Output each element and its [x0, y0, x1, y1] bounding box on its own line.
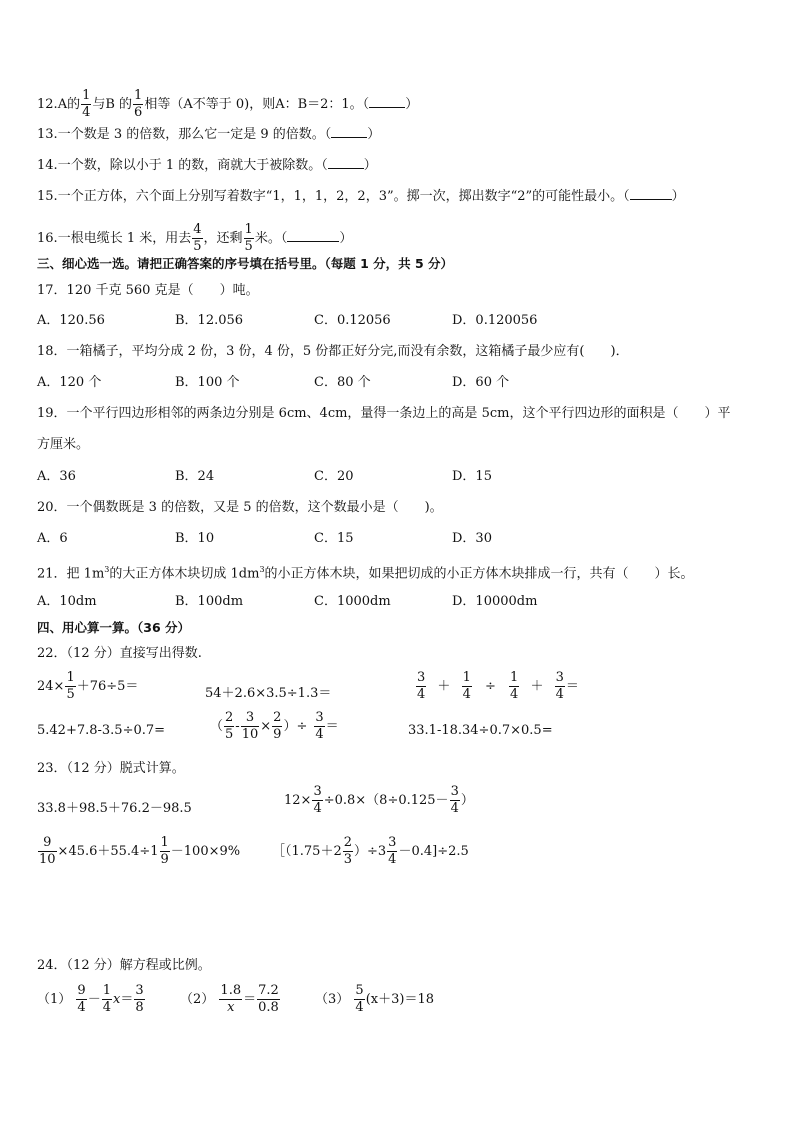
option-c[interactable]: C．15	[314, 531, 354, 546]
fraction: $\frac{1}{9}$	[160, 835, 169, 867]
option-c[interactable]: C．1000dm	[314, 594, 391, 609]
option-c[interactable]: C．80 个	[314, 375, 371, 390]
fraction: $\frac{1.8}{x}$	[220, 983, 242, 1015]
answer-blank[interactable]	[328, 156, 364, 169]
answer-blank[interactable]	[287, 229, 339, 242]
question-14: 14.一个数，除以小于 1 的数，商就大于被除数。（ ）	[37, 158, 377, 173]
option-d[interactable]: D．10000dm	[452, 594, 538, 609]
fraction: $\frac{1}{4}$	[510, 670, 519, 702]
option-d[interactable]: D．15	[452, 469, 492, 484]
calc-22-d: 5.42+7.8-3.5÷0.7=	[37, 723, 166, 738]
equation-2: （2） $\frac{1.8}{x}=$ $\frac{7.2}{0.8}$	[180, 983, 279, 1015]
fraction: $\frac{1}{6}$	[134, 88, 143, 120]
question-22: 22．（12 分）直接写出得数.	[37, 646, 202, 661]
equation-3: （3） $\frac{5}{4}$ (x＋3)＝18	[315, 983, 434, 1015]
fraction: $\frac{1}{4}$	[462, 670, 471, 702]
option-c[interactable]: C．20	[314, 469, 354, 484]
equation-1: （1） $\frac{9}{4}$ － $\frac{1}{4}$ x＝ $\frac{3}{8}$	[37, 983, 144, 1015]
fraction: $\frac{3}{4}$	[315, 710, 324, 742]
option-c[interactable]: C．0.12056	[314, 313, 391, 328]
calc-22-e: （ $\frac{2}{5}$ - $\frac{3}{10}$ × $\frac{2}{9}$ ）÷ $\frac{3}{4}$ ＝	[210, 710, 339, 742]
option-a[interactable]: A．120 个	[37, 375, 102, 390]
question-16: 16.一根电缆长 1 米，用去 $\frac{4}{5}$ ，还剩 $\frac{1}{5}$ 米。（ ）	[37, 222, 353, 254]
question-20: 20．一个偶数既是 3 的倍数，又是 5 的倍数，这个数最小是（ )。	[37, 500, 443, 515]
option-b[interactable]: B．24	[175, 469, 215, 484]
question-17: 17．120 千克 560 克是（ ）吨。	[37, 283, 259, 298]
fraction: $\frac{3}{4}$	[388, 835, 397, 867]
option-d[interactable]: D．60 个	[452, 375, 510, 390]
question-13: 13.一个数是 3 的倍数，那么它一定是 9 的倍数。（ ）	[37, 127, 381, 142]
fraction: $\frac{3}{10}$	[241, 710, 259, 742]
question-19: 19．一个平行四边形相邻的两条边分别是 6cm、4cm，量得一条边上的高是 5cm，这个平行四边形的面积是（ ）平	[37, 406, 731, 421]
fraction: $\frac{3}{8}$	[135, 983, 144, 1015]
fraction: $\frac{4}{5}$	[193, 222, 202, 254]
option-a[interactable]: A．6	[37, 531, 68, 546]
question-24: 24．（12 分）解方程或比例。	[37, 958, 211, 973]
option-b[interactable]: B．100 个	[175, 375, 240, 390]
fraction: $\frac{3}{4}$	[313, 784, 322, 816]
fraction: $\frac{2}{3}$	[343, 835, 352, 867]
fraction: $\frac{1}{4}$	[102, 983, 111, 1015]
question-12: 12.A的 $\frac{1}{4}$ 与B 的 $\frac{1}{6}$ 相等（A不等于 0)，则A：B＝2：1。（ ）	[37, 88, 419, 120]
fraction: $\frac{7.2}{0.8}$	[258, 983, 279, 1015]
fraction: $\frac{1}{5}$	[244, 222, 253, 254]
calc-23-d: ［（1.75＋2 $\frac{2}{3}$ ）÷3 $\frac{3}{4}$ －0.4]÷2.5	[272, 835, 469, 867]
option-b[interactable]: B．10	[175, 531, 215, 546]
answer-blank[interactable]	[630, 187, 672, 200]
fraction: $\frac{2}{5}$	[225, 710, 234, 742]
calc-22-f: 33.1-18.34÷0.7×0.5=	[408, 723, 553, 738]
answer-blank[interactable]	[331, 125, 367, 138]
calc-23-a: 33.8＋98.5＋76.2－98.5	[37, 801, 192, 816]
question-21: 21．把 $1m^3$的大正方体木块切成 $1dm^3$的小正方体木块，如果把切成的小正方体木块排成一行，共有（ ）长。	[37, 565, 694, 582]
calc-23-c: $\frac{9}{10}$ ×45.6＋55.4÷1 $\frac{1}{9}$ －100×9%	[39, 835, 241, 867]
option-b[interactable]: B．100dm	[175, 594, 244, 609]
question-19-cont: 方厘米。	[37, 437, 90, 452]
fraction: $\frac{3}{4}$	[555, 670, 564, 702]
option-d[interactable]: D．0.120056	[452, 313, 538, 328]
fraction: $\frac{2}{9}$	[273, 710, 282, 742]
option-d[interactable]: D．30	[452, 531, 492, 546]
option-a[interactable]: A．36	[37, 469, 76, 484]
calc-22-c: $\frac{3}{4}$ ＋ $\frac{1}{4}$ ÷ $\frac{1}{4}$ ＋ $\frac{3}{4}$ ＝	[417, 670, 579, 702]
fraction: $\frac{3}{4}$	[450, 784, 459, 816]
fraction: $\frac{1}{4}$	[82, 88, 91, 120]
answer-blank[interactable]	[369, 95, 405, 108]
calc-22-b: 54＋2.6×3.5÷1.3＝	[205, 686, 332, 701]
fraction: $\frac{3}{4}$	[417, 670, 426, 702]
calc-22-a: 24× $\frac{1}{5}$ ＋76÷5＝	[37, 670, 139, 702]
option-b[interactable]: B．12.056	[175, 313, 244, 328]
fraction: $\frac{1}{5}$	[66, 670, 75, 702]
option-a[interactable]: A．120.56	[37, 313, 105, 328]
question-23: 23．（12 分）脱式计算。	[37, 761, 185, 776]
fraction: $\frac{9}{10}$	[39, 835, 56, 867]
question-15: 15.一个正方体，六个面上分别写着数字“1，1，1，2，2，3”。掷一次，掷出数字“2”的可能性最小。（ ）	[37, 189, 685, 204]
fraction: $\frac{9}{4}$	[77, 983, 86, 1015]
option-a[interactable]: A．10dm	[37, 594, 97, 609]
calc-23-b: 12× $\frac{3}{4}$ ÷0.8×（8÷0.125－ $\frac{3}{4}$ ）	[284, 784, 474, 816]
section-3-heading: 三、细心选一选。请把正确答案的序号填在括号里。（每题 1 分，共 5 分）	[37, 256, 454, 271]
section-4-heading: 四、用心算一算。（36 分）	[37, 620, 190, 635]
question-18: 18．一箱橘子，平均分成 2 份，3 份，4 份，5 份都正好分完,而没有余数，这箱橘子最少应有( )．	[37, 344, 629, 359]
fraction: $\frac{5}{4}$	[355, 983, 364, 1015]
